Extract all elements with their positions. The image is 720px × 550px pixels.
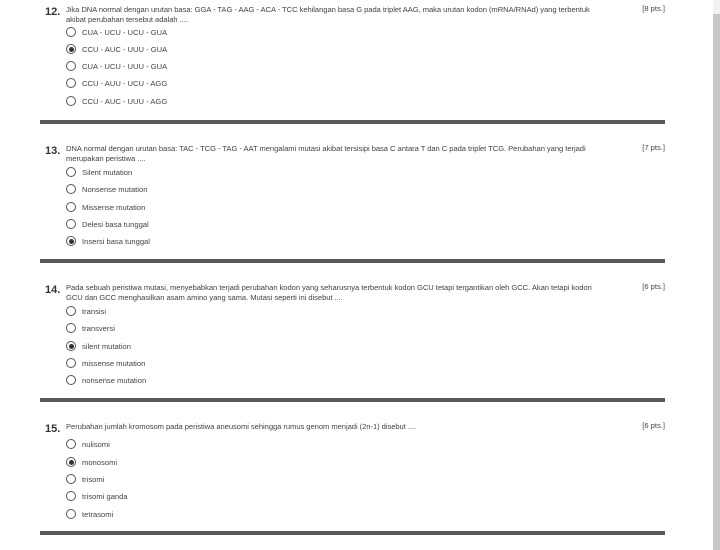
question-text: DNA normal dengan urutan basa: TAC - TCG - TAG - AAT mengalami mutasi akibat tersisipi basa C antara T dan C pada triplet TCG. Perubahan yang terjadi merupakan peristiwa .... bbox=[66, 144, 586, 163]
answer-option[interactable] bbox=[66, 339, 286, 353]
option-label: trisomi ganda bbox=[82, 491, 128, 501]
answer-option[interactable] bbox=[66, 489, 286, 503]
radio-button[interactable] bbox=[66, 202, 76, 212]
radio-button[interactable] bbox=[66, 184, 76, 194]
radio-button[interactable] bbox=[66, 96, 76, 106]
answer-option[interactable] bbox=[66, 472, 286, 486]
radio-button[interactable] bbox=[66, 491, 76, 501]
radio-button[interactable] bbox=[66, 358, 76, 368]
question-points: [7 pts.] bbox=[642, 143, 665, 152]
option-label: monosomi bbox=[82, 457, 118, 467]
option-label: CCU - AUC - UUU - GUA bbox=[82, 44, 168, 54]
question-text: Perubahan jumlah kromosom pada peristiwa aneusomi sehingga rumus genom menjadi (2n-1) disebut .... bbox=[66, 422, 417, 431]
option-label: CCU - AUC - UUU - AGG bbox=[82, 96, 168, 106]
answer-option[interactable] bbox=[66, 455, 286, 469]
option-label: CUA - UCU - UUU - GUA bbox=[82, 61, 168, 71]
radio-button[interactable] bbox=[66, 509, 76, 519]
option-label: transversi bbox=[82, 323, 115, 333]
question-number: 12. bbox=[45, 6, 61, 18]
question-points: [6 pts.] bbox=[642, 421, 665, 430]
question-text: Jika DNA normal dengan urutan basa: GGA - TAG - AAG - ACA - TCC kehilangan basa G pada triplet AAG, maka urutan kodon (mRNA/RNAd) yang terbentuk akibat perubahan tersebut adalah .... bbox=[66, 5, 590, 24]
answer-option[interactable] bbox=[66, 507, 286, 521]
answer-option[interactable] bbox=[66, 59, 286, 73]
option-label: Delesi basa tunggal bbox=[82, 219, 149, 229]
answer-option[interactable] bbox=[66, 373, 286, 387]
radio-button[interactable] bbox=[66, 78, 76, 88]
option-label: nonsense mutation bbox=[82, 375, 147, 385]
answer-option[interactable] bbox=[66, 182, 286, 196]
question-divider bbox=[40, 531, 665, 535]
radio-button-selected[interactable] bbox=[66, 236, 76, 246]
answer-option[interactable] bbox=[66, 356, 286, 370]
answer-option[interactable] bbox=[66, 25, 286, 39]
radio-button[interactable] bbox=[66, 219, 76, 229]
answer-option[interactable] bbox=[66, 304, 286, 318]
answer-option[interactable] bbox=[66, 437, 286, 451]
option-label: Missense mutation bbox=[82, 202, 146, 212]
question-points: [6 pts.] bbox=[642, 282, 665, 291]
answer-option[interactable] bbox=[66, 76, 286, 90]
question-points: [8 pts.] bbox=[642, 4, 665, 13]
answer-option[interactable] bbox=[66, 165, 286, 179]
radio-button-selected[interactable] bbox=[66, 341, 76, 351]
radio-button[interactable] bbox=[66, 61, 76, 71]
answer-option[interactable] bbox=[66, 42, 286, 56]
question-divider bbox=[40, 120, 665, 124]
option-label: silent mutation bbox=[82, 341, 131, 351]
option-label: tetrasomi bbox=[82, 509, 114, 519]
radio-button-selected[interactable] bbox=[66, 457, 76, 467]
question-text: Pada sebuah peristiwa mutasi, menyebabkan terjadi perubahan kodon yang seharusnya terbentuk kodon GCU tetapi tergantikan oleh GCC. Akan tetapi kodon GCU dan GCC menghasilkan asam amino yang sama. Mutasi seperti ini disebut .... bbox=[66, 283, 592, 302]
answer-option[interactable] bbox=[66, 321, 286, 335]
question-divider bbox=[40, 259, 665, 263]
option-label: nulisomi bbox=[82, 439, 110, 449]
radio-button[interactable] bbox=[66, 323, 76, 333]
radio-button-selected[interactable] bbox=[66, 44, 76, 54]
option-label: transisi bbox=[82, 306, 107, 316]
radio-button[interactable] bbox=[66, 306, 76, 316]
radio-button[interactable] bbox=[66, 167, 76, 177]
answer-option[interactable] bbox=[66, 217, 286, 231]
answer-option[interactable] bbox=[66, 200, 286, 214]
option-label: trisomi bbox=[82, 474, 105, 484]
answer-option[interactable] bbox=[66, 234, 286, 248]
option-label: CUA - UCU - UCU - GUA bbox=[82, 27, 168, 37]
radio-button[interactable] bbox=[66, 474, 76, 484]
scrollbar-thumb[interactable] bbox=[713, 14, 720, 550]
radio-button[interactable] bbox=[66, 27, 76, 37]
radio-button[interactable] bbox=[66, 375, 76, 385]
question-number: 15. bbox=[45, 423, 61, 435]
vertical-scrollbar[interactable] bbox=[713, 0, 720, 550]
option-label: CCU - AUU - UCU - AGG bbox=[82, 78, 168, 88]
option-label: Nonsense mutation bbox=[82, 184, 148, 194]
option-label: missense mutation bbox=[82, 358, 146, 368]
question-number: 13. bbox=[45, 145, 61, 157]
question-number: 14. bbox=[45, 284, 61, 296]
option-label: Insersi basa tunggal bbox=[82, 236, 150, 246]
question-divider bbox=[40, 398, 665, 402]
option-label: Silent mutation bbox=[82, 167, 133, 177]
radio-button[interactable] bbox=[66, 439, 76, 449]
answer-option[interactable] bbox=[66, 94, 286, 108]
